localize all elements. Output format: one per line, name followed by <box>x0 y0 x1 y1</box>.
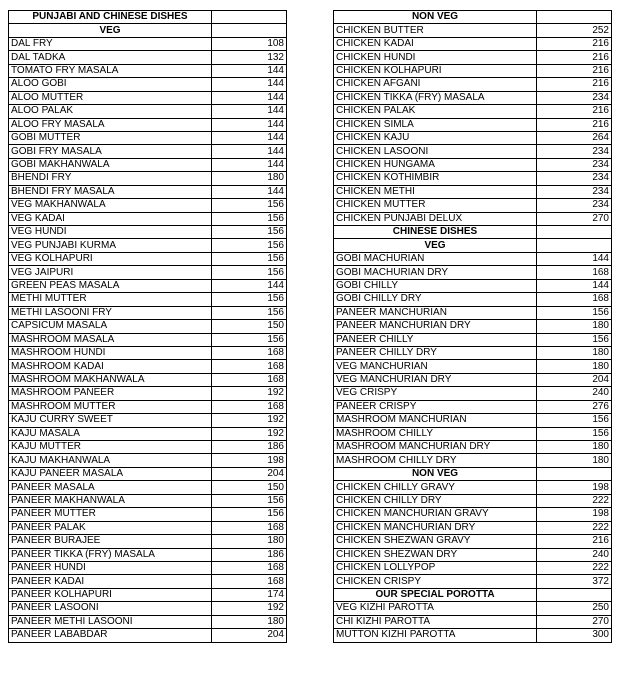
menu-item-row <box>9 158 287 171</box>
dish-price: 150 <box>212 481 287 494</box>
dish-price: 144 <box>212 131 287 144</box>
dish-name: CHICKEN CHILLY DRY <box>334 494 537 507</box>
menu-item-row <box>334 145 612 158</box>
dish-name: MASHROOM MASALA <box>9 333 212 346</box>
dish-name: MASHROOM MANCHURIAN <box>334 414 537 427</box>
dish-price: 168 <box>212 561 287 574</box>
dish-price: 180 <box>537 346 612 359</box>
dish-name: PANEER MANCHURIAN <box>334 306 537 319</box>
menu-item-row <box>334 535 612 548</box>
dish-name: CHICKEN TIKKA (FRY) MASALA <box>334 91 537 104</box>
section-header: CHINESE DISHES <box>334 226 537 239</box>
menu-item-row <box>9 37 287 50</box>
dish-name: PANEER KOLHAPURI <box>9 588 212 601</box>
dish-name: CHICKEN AFGANI <box>334 78 537 91</box>
dish-name: CHICKEN KADAI <box>334 37 537 50</box>
right-table-body <box>334 11 612 643</box>
dish-name: CHICKEN CRISPY <box>334 575 537 588</box>
menu-item-row <box>9 64 287 77</box>
dish-price: 156 <box>212 333 287 346</box>
dish-name: PANEER MASALA <box>9 481 212 494</box>
dish-name: VEG MANCHURIAN <box>334 360 537 373</box>
dish-price: 180 <box>537 360 612 373</box>
dish-name: KAJU PANEER MASALA <box>9 467 212 480</box>
menu-item-row <box>9 494 287 507</box>
section-header-row <box>334 588 612 601</box>
dish-price: 144 <box>212 91 287 104</box>
menu-item-row <box>334 105 612 118</box>
dish-price: 144 <box>537 279 612 292</box>
left-title-empty-cell <box>212 11 287 24</box>
left-title-row <box>9 11 287 24</box>
menu-item-row <box>334 306 612 319</box>
dish-name: TOMATO FRY MASALA <box>9 64 212 77</box>
dish-name: BHENDI FRY MASALA <box>9 185 212 198</box>
dish-name: CHICKEN LASOONI <box>334 145 537 158</box>
dish-price: 198 <box>212 454 287 467</box>
dish-price: 144 <box>212 279 287 292</box>
dish-price: 204 <box>537 373 612 386</box>
menu-item-row <box>9 118 287 131</box>
dish-name: MASHROOM CHILLY DRY <box>334 454 537 467</box>
menu-item-row <box>9 279 287 292</box>
menu-item-row <box>334 172 612 185</box>
menu-item-row <box>334 481 612 494</box>
dish-name: CHICKEN KOTHIMBIR <box>334 172 537 185</box>
dish-price: 234 <box>537 145 612 158</box>
section-header: VEG <box>9 24 212 37</box>
dish-price: 168 <box>212 360 287 373</box>
section-header-empty-cell <box>212 24 287 37</box>
menu-item-row <box>334 320 612 333</box>
dish-name: PANEER BURAJEE <box>9 535 212 548</box>
dish-name: CHICKEN MUTTER <box>334 199 537 212</box>
dish-name: ALOO GOBI <box>9 78 212 91</box>
menu-item-row <box>334 51 612 64</box>
dish-name: MASHROOM MUTTER <box>9 400 212 413</box>
dish-name: ALOO PALAK <box>9 105 212 118</box>
dish-price: 222 <box>537 494 612 507</box>
dish-name: MUTTON KIZHI PAROTTA <box>334 629 537 642</box>
menu-item-row <box>9 226 287 239</box>
menu-item-row <box>334 333 612 346</box>
menu-item-row <box>9 602 287 615</box>
dish-price: 156 <box>212 494 287 507</box>
dish-price: 180 <box>212 535 287 548</box>
menu-item-row <box>334 387 612 400</box>
dish-name: CHICKEN SIMLA <box>334 118 537 131</box>
menu-item-row <box>334 454 612 467</box>
dish-name: METHI LASOONI FRY <box>9 306 212 319</box>
dish-price: 156 <box>537 306 612 319</box>
dish-price: 156 <box>212 252 287 265</box>
dish-price: 186 <box>212 441 287 454</box>
dish-price: 204 <box>212 629 287 642</box>
menu-item-row <box>9 521 287 534</box>
menu-item-row <box>334 602 612 615</box>
dish-price: 216 <box>537 64 612 77</box>
dish-name: PANEER METHI LASOONI <box>9 615 212 628</box>
left-section-title: PUNJABI AND CHINESE DISHES <box>9 11 212 24</box>
menu-item-row <box>334 37 612 50</box>
menu-item-row <box>334 400 612 413</box>
menu-item-row <box>9 172 287 185</box>
menu-item-row <box>334 266 612 279</box>
right-section-title: NON VEG <box>334 11 537 24</box>
section-header: NON VEG <box>334 467 537 480</box>
dish-name: MASHROOM MANCHURIAN DRY <box>334 441 537 454</box>
dish-name: PANEER TIKKA (FRY) MASALA <box>9 548 212 561</box>
menu-item-row <box>334 91 612 104</box>
dish-name: VEG KOLHAPURI <box>9 252 212 265</box>
dish-price: 132 <box>212 51 287 64</box>
section-header-row <box>334 467 612 480</box>
dish-name: PANEER KADAI <box>9 575 212 588</box>
menu-item-row <box>334 24 612 37</box>
menu-item-row <box>9 105 287 118</box>
menu-item-row <box>334 548 612 561</box>
dish-price: 270 <box>537 615 612 628</box>
menu-item-row <box>334 427 612 440</box>
dish-price: 156 <box>212 199 287 212</box>
dish-price: 144 <box>212 118 287 131</box>
menu-item-row <box>334 131 612 144</box>
menu-item-row <box>334 118 612 131</box>
dish-name: GOBI MACHURIAN DRY <box>334 266 537 279</box>
dish-name: GOBI MAKHANWALA <box>9 158 212 171</box>
menu-item-row <box>334 441 612 454</box>
dish-price: 216 <box>537 37 612 50</box>
section-header-empty-cell <box>537 467 612 480</box>
dish-price: 108 <box>212 37 287 50</box>
dish-name: PANEER HUNDI <box>9 561 212 574</box>
dish-price: 198 <box>537 508 612 521</box>
dish-price: 252 <box>537 24 612 37</box>
menu-item-row <box>334 64 612 77</box>
dish-price: 180 <box>212 172 287 185</box>
dish-price: 168 <box>537 293 612 306</box>
dish-name: VEG JAIPURI <box>9 266 212 279</box>
dish-price: 144 <box>212 78 287 91</box>
dish-price: 156 <box>212 508 287 521</box>
dish-price: 234 <box>537 185 612 198</box>
dish-price: 186 <box>212 548 287 561</box>
section-header-empty-cell <box>537 239 612 252</box>
dish-price: 144 <box>212 64 287 77</box>
dish-price: 204 <box>212 467 287 480</box>
menu-item-row <box>334 185 612 198</box>
section-header-empty-cell <box>537 226 612 239</box>
dish-price: 270 <box>537 212 612 225</box>
menu-item-row <box>9 185 287 198</box>
dish-price: 372 <box>537 575 612 588</box>
dish-name: MASHROOM CHILLY <box>334 427 537 440</box>
dish-name: CHICKEN BUTTER <box>334 24 537 37</box>
dish-price: 192 <box>212 387 287 400</box>
dish-name: PANEER PALAK <box>9 521 212 534</box>
menu-item-row <box>9 387 287 400</box>
section-header: VEG <box>334 239 537 252</box>
menu-item-row <box>9 561 287 574</box>
punjabi-chinese-menu-table <box>8 10 287 643</box>
non-veg-menu-table <box>333 10 612 643</box>
dish-price: 300 <box>537 629 612 642</box>
dish-name: PANEER MUTTER <box>9 508 212 521</box>
menu-item-row <box>334 360 612 373</box>
dish-price: 156 <box>212 226 287 239</box>
dish-price: 156 <box>212 212 287 225</box>
dish-name: VEG MANCHURIAN DRY <box>334 373 537 386</box>
dish-price: 168 <box>212 575 287 588</box>
dish-name: MASHROOM PANEER <box>9 387 212 400</box>
dish-price: 198 <box>537 481 612 494</box>
dish-price: 240 <box>537 387 612 400</box>
right-title-row <box>334 11 612 24</box>
menu-item-row <box>9 320 287 333</box>
dish-price: 168 <box>212 346 287 359</box>
menu-item-row <box>334 158 612 171</box>
dish-name: VEG HUNDI <box>9 226 212 239</box>
menu-item-row <box>334 629 612 642</box>
menu-item-row <box>9 508 287 521</box>
dish-price: 222 <box>537 521 612 534</box>
dish-price: 180 <box>537 441 612 454</box>
menu-item-row <box>9 51 287 64</box>
dish-name: KAJU MUTTER <box>9 441 212 454</box>
dish-price: 240 <box>537 548 612 561</box>
menu-item-row <box>334 373 612 386</box>
dish-price: 234 <box>537 91 612 104</box>
left-table-body <box>9 11 287 643</box>
dish-name: PANEER MANCHURIAN DRY <box>334 320 537 333</box>
dish-price: 156 <box>212 239 287 252</box>
section-header: OUR SPECIAL POROTTA <box>334 588 537 601</box>
dish-name: CHICKEN HUNGAMA <box>334 158 537 171</box>
dish-price: 264 <box>537 131 612 144</box>
dish-price: 216 <box>537 118 612 131</box>
dish-name: VEG MAKHANWALA <box>9 199 212 212</box>
menu-item-row <box>9 91 287 104</box>
dish-price: 180 <box>537 454 612 467</box>
menu-item-row <box>334 279 612 292</box>
dish-price: 156 <box>212 293 287 306</box>
dish-name: VEG CRISPY <box>334 387 537 400</box>
dish-price: 168 <box>212 521 287 534</box>
menu-item-row <box>9 252 287 265</box>
dish-price: 276 <box>537 400 612 413</box>
menu-item-row <box>334 508 612 521</box>
dish-name: VEG KIZHI PAROTTA <box>334 602 537 615</box>
dish-name: METHI MUTTER <box>9 293 212 306</box>
dish-price: 222 <box>537 561 612 574</box>
dish-name: CHICKEN KOLHAPURI <box>334 64 537 77</box>
dish-price: 156 <box>537 427 612 440</box>
dish-price: 168 <box>212 373 287 386</box>
menu-item-row <box>9 575 287 588</box>
dish-price: 192 <box>212 414 287 427</box>
dish-name: CHICKEN SHEZWAN GRAVY <box>334 535 537 548</box>
dish-name: MASHROOM MAKHANWALA <box>9 373 212 386</box>
dish-name: DAL TADKA <box>9 51 212 64</box>
dish-name: CAPSICUM MASALA <box>9 320 212 333</box>
dish-price: 180 <box>212 615 287 628</box>
dish-name: PANEER LABABDAR <box>9 629 212 642</box>
menu-item-row <box>9 360 287 373</box>
dish-name: CHICKEN LOLLYPOP <box>334 561 537 574</box>
menu-item-row <box>9 467 287 480</box>
dish-price: 156 <box>537 333 612 346</box>
dish-name: CHICKEN MANCHURIAN GRAVY <box>334 508 537 521</box>
dish-name: PANEER CHILLY <box>334 333 537 346</box>
dish-name: VEG PUNJABI KURMA <box>9 239 212 252</box>
dish-name: ALOO FRY MASALA <box>9 118 212 131</box>
menu-item-row <box>9 454 287 467</box>
dish-name: KAJU MASALA <box>9 427 212 440</box>
dish-price: 234 <box>537 172 612 185</box>
dish-price: 216 <box>537 535 612 548</box>
dish-name: CHICKEN SHEZWAN DRY <box>334 548 537 561</box>
menu-item-row <box>9 346 287 359</box>
dish-name: GOBI CHILLY <box>334 279 537 292</box>
dish-name: CHI KIZHI PAROTTA <box>334 615 537 628</box>
section-header-row <box>9 24 287 37</box>
menu-item-row <box>9 427 287 440</box>
menu-item-row <box>9 199 287 212</box>
dish-price: 234 <box>537 199 612 212</box>
menu-item-row <box>9 629 287 642</box>
dish-price: 216 <box>537 51 612 64</box>
menu-item-row <box>334 212 612 225</box>
menu-item-row <box>334 561 612 574</box>
dish-name: CHICKEN MANCHURIAN DRY <box>334 521 537 534</box>
dish-name: GOBI MUTTER <box>9 131 212 144</box>
menu-item-row <box>9 145 287 158</box>
menu-item-row <box>9 548 287 561</box>
dish-name: CHICKEN METHI <box>334 185 537 198</box>
dish-name: PANEER CHILLY DRY <box>334 346 537 359</box>
dish-price: 144 <box>537 252 612 265</box>
dish-price: 192 <box>212 602 287 615</box>
menu-item-row <box>9 373 287 386</box>
menu-item-row <box>334 575 612 588</box>
dish-price: 168 <box>537 266 612 279</box>
dish-name: GREEN PEAS MASALA <box>9 279 212 292</box>
dish-name: CHICKEN KAJU <box>334 131 537 144</box>
right-title-empty-cell <box>537 11 612 24</box>
menu-item-row <box>334 521 612 534</box>
menu-item-row <box>9 414 287 427</box>
menu-item-row <box>9 131 287 144</box>
menu-item-row <box>9 535 287 548</box>
section-header-row <box>334 226 612 239</box>
menu-item-row <box>9 481 287 494</box>
dish-name: ALOO MUTTER <box>9 91 212 104</box>
dish-name: CHICKEN PALAK <box>334 105 537 118</box>
dish-price: 234 <box>537 158 612 171</box>
dish-name: CHICKEN CHILLY GRAVY <box>334 481 537 494</box>
dish-price: 144 <box>212 185 287 198</box>
dish-price: 216 <box>537 78 612 91</box>
menu-item-row <box>9 266 287 279</box>
dish-name: BHENDI FRY <box>9 172 212 185</box>
dish-name: GOBI FRY MASALA <box>9 145 212 158</box>
dish-price: 156 <box>212 266 287 279</box>
menu-item-row <box>9 212 287 225</box>
dish-name: PANEER MAKHANWALA <box>9 494 212 507</box>
menu-item-row <box>334 78 612 91</box>
dish-price: 192 <box>212 427 287 440</box>
menu-item-row <box>9 239 287 252</box>
dish-name: PANEER CRISPY <box>334 400 537 413</box>
menu-item-row <box>9 78 287 91</box>
section-header-empty-cell <box>537 588 612 601</box>
menu-item-row <box>334 615 612 628</box>
dish-price: 144 <box>212 105 287 118</box>
menu-item-row <box>9 306 287 319</box>
menu-item-row <box>334 346 612 359</box>
section-header-row <box>334 239 612 252</box>
menu-item-row <box>334 252 612 265</box>
menu-item-row <box>9 293 287 306</box>
menu-item-row <box>334 494 612 507</box>
dish-price: 174 <box>212 588 287 601</box>
dish-price: 180 <box>537 320 612 333</box>
menu-item-row <box>9 441 287 454</box>
dish-name: PANEER LASOONI <box>9 602 212 615</box>
dish-name: MASHROOM HUNDI <box>9 346 212 359</box>
dish-price: 168 <box>212 400 287 413</box>
dish-name: GOBI CHILLY DRY <box>334 293 537 306</box>
dish-name: VEG KADAI <box>9 212 212 225</box>
dish-price: 144 <box>212 158 287 171</box>
dish-name: DAL FRY <box>9 37 212 50</box>
dish-price: 156 <box>537 414 612 427</box>
dish-price: 250 <box>537 602 612 615</box>
dish-name: GOBI MACHURIAN <box>334 252 537 265</box>
dish-name: KAJU CURRY SWEET <box>9 414 212 427</box>
menu-item-row <box>9 400 287 413</box>
dish-name: CHICKEN HUNDI <box>334 51 537 64</box>
dish-name: CHICKEN PUNJABI DELUX <box>334 212 537 225</box>
dish-name: KAJU MAKHANWALA <box>9 454 212 467</box>
menu-item-row <box>334 414 612 427</box>
menu-item-row <box>334 293 612 306</box>
dish-price: 150 <box>212 320 287 333</box>
menu-item-row <box>9 333 287 346</box>
dish-name: MASHROOM KADAI <box>9 360 212 373</box>
menu-item-row <box>9 588 287 601</box>
dish-price: 216 <box>537 105 612 118</box>
dish-price: 156 <box>212 306 287 319</box>
menu-item-row <box>9 615 287 628</box>
menu-item-row <box>334 199 612 212</box>
dish-price: 144 <box>212 145 287 158</box>
